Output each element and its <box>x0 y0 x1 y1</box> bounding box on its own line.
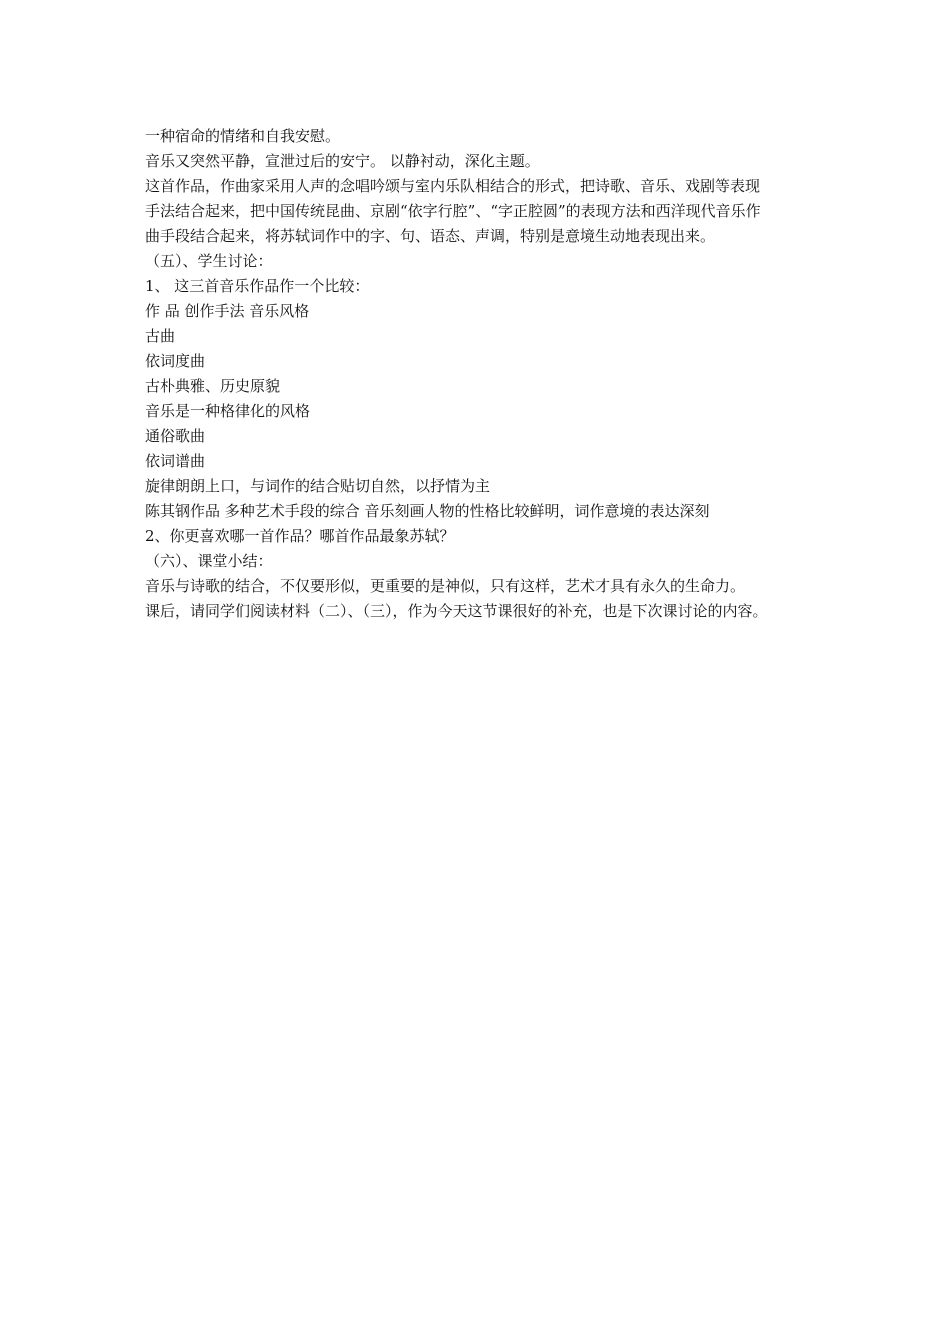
text-line: 古曲 <box>145 327 176 345</box>
text-line: 音乐又突然平静，宣泄过后的安宁。 以静衬动，深化主题。 <box>145 152 540 170</box>
text-line: 通俗歌曲 <box>145 427 206 445</box>
text-line: 曲手段结合起来，将苏轼词作中的字、句、语态、声调，特别是意境生动地表现出来。 <box>145 227 716 245</box>
text-line: 课后，请同学们阅读材料（二）、（三），作为今天这节课很好的补充，也是下次课讨论的内容。 <box>145 602 768 620</box>
section-heading: （六）、课堂小结： <box>145 552 273 570</box>
text-line: 旋律朗朗上口，与词作的结合贴切自然，以抒情为主 <box>145 477 491 495</box>
text-line: 这首作品，作曲家采用人声的念唱吟颂与室内乐队相结合的形式，把诗歌、音乐、戏剧等表现 <box>145 177 761 195</box>
text-line: 依词度曲 <box>145 352 206 370</box>
text-line: 陈其钢作品 多种艺术手段的综合 音乐刻画人物的性格比较鲜明，词作意境的表达深刻 <box>145 502 710 520</box>
section-heading: （五）、学生讨论： <box>145 252 273 270</box>
text-line: 一种宿命的情绪和自我安慰。 <box>145 127 341 145</box>
text-line: 手法结合起来，把中国传统昆曲、京剧“依字行腔”、“字正腔圆”的表现方法和西洋现代音乐作 <box>145 202 761 220</box>
text-line: 1、 这三首音乐作品作一个比较： <box>145 277 370 295</box>
text-line: 古朴典雅、历史原貌 <box>145 377 281 395</box>
text-line: 依词谱曲 <box>145 452 206 470</box>
text-line: 音乐是一种格律化的风格 <box>145 402 311 420</box>
text-line: 2、你更喜欢哪一首作品？哪首作品最象苏轼？ <box>145 527 455 545</box>
table-header-line: 作 品 创作手法 音乐风格 <box>145 302 310 320</box>
text-line: 音乐与诗歌的结合，不仅要形似，更重要的是神似，只有这样，艺术才具有永久的生命力。 <box>145 577 746 595</box>
document-body <box>145 124 815 624</box>
